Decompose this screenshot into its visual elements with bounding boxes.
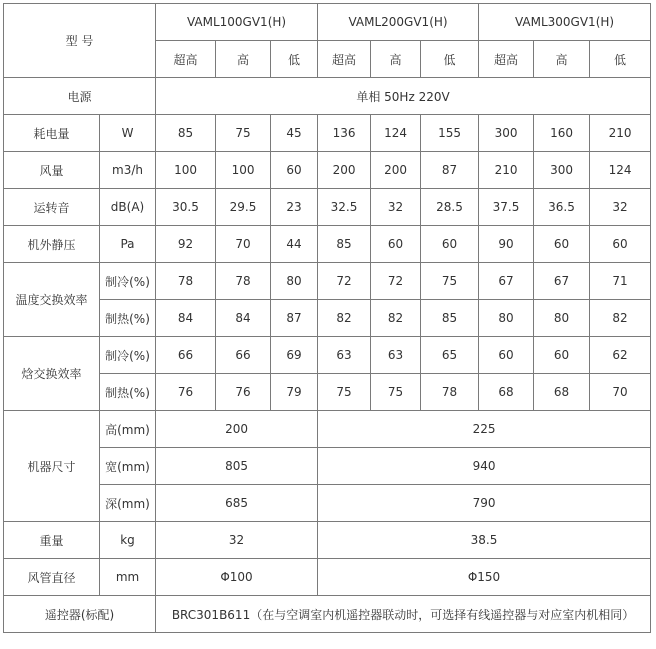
table-row: [4, 189, 651, 226]
row-label: 风量: [4, 152, 100, 189]
cell: 300: [534, 152, 590, 189]
speed-header: 高: [216, 41, 271, 78]
row-unit: 制热(%): [100, 374, 156, 411]
cell: 79: [271, 374, 318, 411]
cell: 80: [534, 300, 590, 337]
cell: 84: [216, 300, 271, 337]
cell: 70: [216, 226, 271, 263]
row-unit: 宽(mm): [100, 448, 156, 485]
cell: 136: [318, 115, 371, 152]
row-unit: Pa: [100, 226, 156, 263]
table-row: [4, 448, 651, 485]
cell: 60: [421, 226, 479, 263]
cell: 30.5: [156, 189, 216, 226]
cell: 78: [421, 374, 479, 411]
row-unit: 制冷(%): [100, 263, 156, 300]
speed-header: 超高: [318, 41, 371, 78]
enthalpy-efficiency-label: 焓交换效率: [4, 337, 100, 411]
row-unit: 高(mm): [100, 411, 156, 448]
speed-header: 高: [534, 41, 590, 78]
model-header: 型 号: [4, 4, 156, 78]
table-row: [4, 115, 651, 152]
cell: 67: [534, 263, 590, 300]
cell: 87: [271, 300, 318, 337]
cell: 85: [156, 115, 216, 152]
cell: 100: [216, 152, 271, 189]
cell: 65: [421, 337, 479, 374]
table-row: [4, 485, 651, 522]
cell: 32: [590, 189, 651, 226]
speed-header: 高: [371, 41, 421, 78]
cell: 225: [318, 411, 651, 448]
model-1-header: VAML100GV1(H): [156, 4, 318, 41]
row-unit: 制冷(%): [100, 337, 156, 374]
table-row: [4, 411, 651, 448]
table-row: [4, 226, 651, 263]
cell: 67: [479, 263, 534, 300]
cell: 92: [156, 226, 216, 263]
cell: 685: [156, 485, 318, 522]
cell: 75: [318, 374, 371, 411]
speed-header: 超高: [156, 41, 216, 78]
row-label: 重量: [4, 522, 100, 559]
cell: 85: [421, 300, 479, 337]
cell: 68: [534, 374, 590, 411]
cell: 76: [156, 374, 216, 411]
table-row: [4, 559, 651, 596]
table-row: [4, 263, 651, 300]
speed-header: 超高: [479, 41, 534, 78]
cell: 66: [216, 337, 271, 374]
cell: 90: [479, 226, 534, 263]
table-row: [4, 300, 651, 337]
table-row: [4, 152, 651, 189]
row-unit: m3/h: [100, 152, 156, 189]
cell: 29.5: [216, 189, 271, 226]
cell: 155: [421, 115, 479, 152]
cell: 790: [318, 485, 651, 522]
cell: 60: [371, 226, 421, 263]
cell: 60: [534, 226, 590, 263]
cell: 80: [271, 263, 318, 300]
cell: 200: [318, 152, 371, 189]
row-unit: kg: [100, 522, 156, 559]
cell: 124: [371, 115, 421, 152]
cell: 72: [318, 263, 371, 300]
speed-header: 低: [271, 41, 318, 78]
cell: 66: [156, 337, 216, 374]
cell: 160: [534, 115, 590, 152]
cell: 37.5: [479, 189, 534, 226]
cell: 82: [371, 300, 421, 337]
cell: 80: [479, 300, 534, 337]
model-2-header: VAML200GV1(H): [318, 4, 479, 41]
cell: 69: [271, 337, 318, 374]
cell: 200: [156, 411, 318, 448]
cell: 87: [421, 152, 479, 189]
cell: 300: [479, 115, 534, 152]
cell: 200: [371, 152, 421, 189]
row-label: 风管直径: [4, 559, 100, 596]
cell: 60: [534, 337, 590, 374]
remote-label: 遥控器(标配): [4, 596, 156, 633]
model-3-header: VAML300GV1(H): [479, 4, 651, 41]
cell: 71: [590, 263, 651, 300]
cell: 36.5: [534, 189, 590, 226]
cell: 75: [421, 263, 479, 300]
speed-header: 低: [421, 41, 479, 78]
cell: 75: [371, 374, 421, 411]
dimensions-label: 机器尺寸: [4, 411, 100, 522]
row-unit: W: [100, 115, 156, 152]
row-unit: dB(A): [100, 189, 156, 226]
cell: 28.5: [421, 189, 479, 226]
cell: Φ150: [318, 559, 651, 596]
table-row: [4, 522, 651, 559]
power-supply-label: 电源: [4, 78, 156, 115]
table-row: [4, 374, 651, 411]
cell: 76: [216, 374, 271, 411]
cell: 78: [216, 263, 271, 300]
cell: 100: [156, 152, 216, 189]
temp-efficiency-label: 温度交换效率: [4, 263, 100, 337]
cell: 72: [371, 263, 421, 300]
cell: 60: [590, 226, 651, 263]
cell: 60: [271, 152, 318, 189]
cell: 805: [156, 448, 318, 485]
row-unit: 深(mm): [100, 485, 156, 522]
cell: 210: [479, 152, 534, 189]
cell: 124: [590, 152, 651, 189]
cell: 38.5: [318, 522, 651, 559]
row-label: 机外静压: [4, 226, 100, 263]
row-label: 耗电量: [4, 115, 100, 152]
power-supply-value: 单相 50Hz 220V: [156, 78, 651, 115]
cell: 44: [271, 226, 318, 263]
spec-table: [3, 3, 651, 633]
cell: 940: [318, 448, 651, 485]
row-label: 运转音: [4, 189, 100, 226]
cell: 82: [590, 300, 651, 337]
cell: 82: [318, 300, 371, 337]
cell: 63: [318, 337, 371, 374]
cell: 32: [156, 522, 318, 559]
cell: 45: [271, 115, 318, 152]
cell: 84: [156, 300, 216, 337]
cell: 78: [156, 263, 216, 300]
cell: 68: [479, 374, 534, 411]
row-unit: mm: [100, 559, 156, 596]
remote-value: BRC301B611（在与空调室内机遥控器联动时，可选择有线遥控器与对应室内机相同）: [156, 596, 651, 633]
cell: 75: [216, 115, 271, 152]
cell: 60: [479, 337, 534, 374]
table-row: [4, 596, 651, 633]
cell: 32: [371, 189, 421, 226]
cell: 210: [590, 115, 651, 152]
cell: 62: [590, 337, 651, 374]
cell: 70: [590, 374, 651, 411]
cell: 23: [271, 189, 318, 226]
table-row: [4, 337, 651, 374]
cell: 32.5: [318, 189, 371, 226]
cell: 63: [371, 337, 421, 374]
cell: 85: [318, 226, 371, 263]
row-unit: 制热(%): [100, 300, 156, 337]
cell: Φ100: [156, 559, 318, 596]
speed-header: 低: [590, 41, 651, 78]
